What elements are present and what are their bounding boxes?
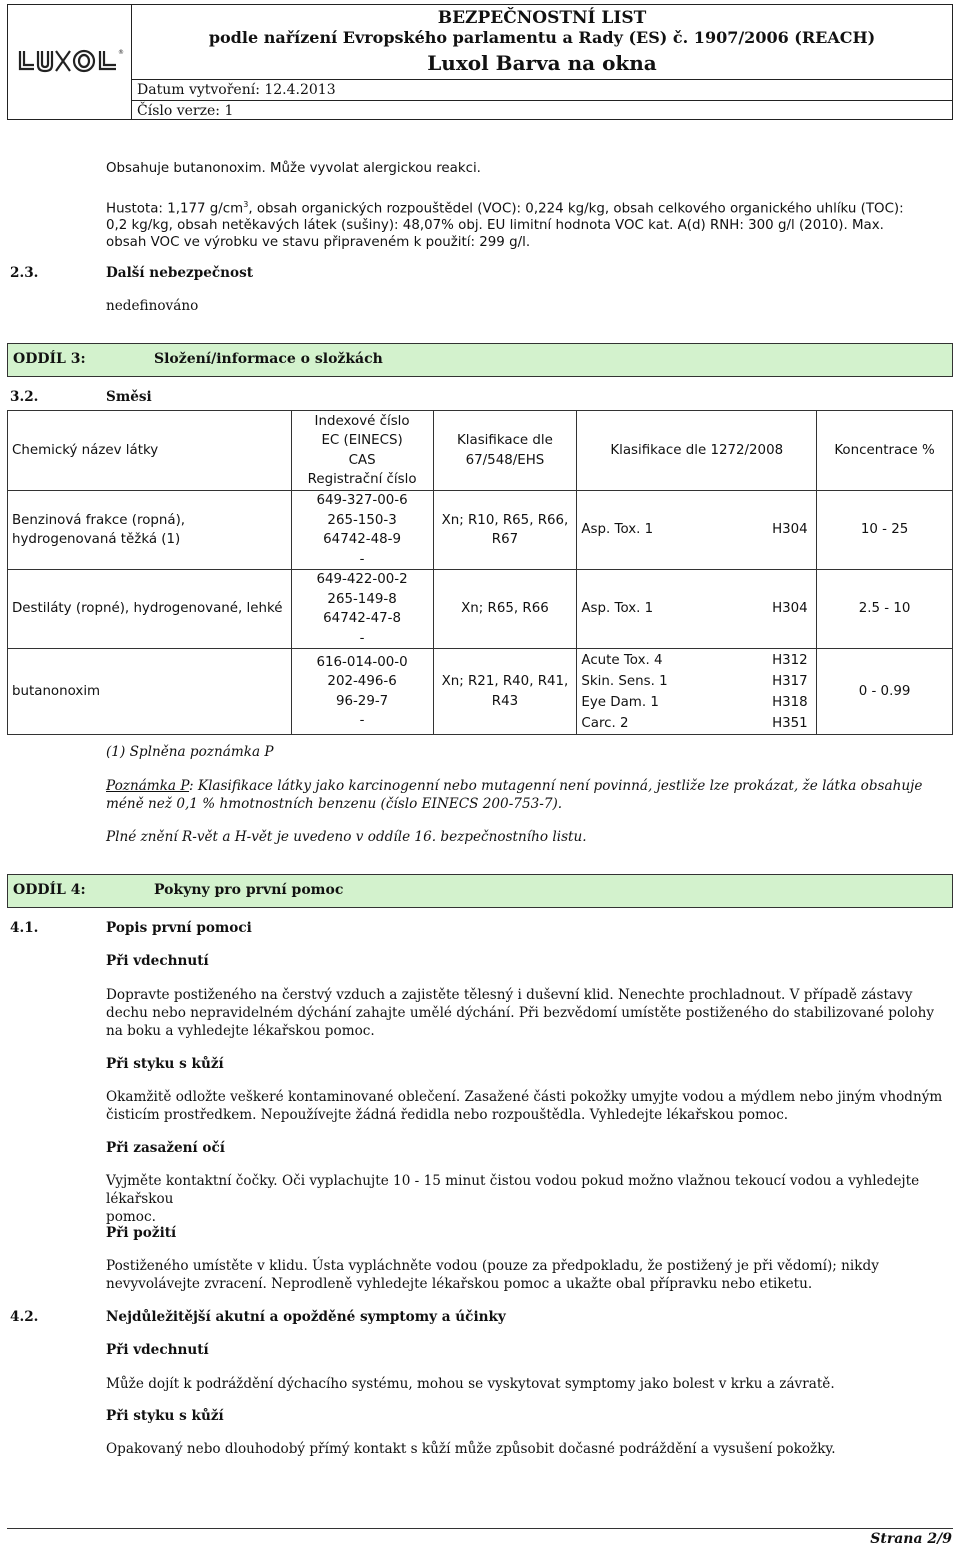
symptoms-inhalation-heading: Při vdechnutí (106, 1342, 209, 1358)
header-id-line: Indexové číslo (314, 413, 410, 429)
header-dsd-line: Klasifikace dle (457, 433, 553, 448)
registration-number: - (359, 551, 365, 567)
section-title: Pokyny pro první pomoc (154, 882, 344, 898)
other-hazards-text: nedefinováno (106, 298, 199, 314)
clp-classification (577, 649, 817, 735)
document-title: BEZPEČNOSTNÍ LIST (437, 8, 647, 28)
subsection-number-3-2: 3.2. (10, 389, 39, 405)
substance-name-line: butanonoxim (12, 683, 101, 699)
identifiers (291, 491, 433, 570)
product-name: Luxol Barva na okna (427, 51, 657, 75)
hazard-statement: H317 (772, 673, 808, 689)
header-identifiers (291, 411, 433, 491)
density-text-a: Hustota: 1,177 g/cm (106, 201, 244, 217)
text-line: nevyvolávejte zvracení. Neprodleně vyhledejte lékařskou pomoc a ukažte obal přípravku nebo etiketu. (106, 1276, 813, 1292)
ec-number: 202-496-6 (327, 674, 397, 689)
svg-text:®: ® (118, 49, 124, 56)
ingestion-heading: Při požití (106, 1225, 177, 1241)
section-title: Složení/informace o složkách (154, 351, 383, 367)
hazard-class: Carc. 2 (581, 715, 629, 731)
symptoms-skin-heading: Při styku s kůží (106, 1408, 224, 1424)
substance-name-line: hydrogenovaná těžká (1) (12, 532, 181, 547)
header-dsd-classification (433, 411, 577, 491)
text-line: čisticím prostředkem. Nepoužívejte žádná ředidla nebo rozpouštědla. Vyhledejte lékařskou pomoc. (106, 1107, 789, 1123)
hazard-class: Skin. Sens. 1 (581, 673, 668, 689)
allergen-note: Obsahuje butanonoxim. Může vyvolat alergickou reakci. (106, 161, 481, 176)
full-text-reference: Plné znění R-vět a H-vět je uvedeno v oddíle 16. bezpečnostního listu. (106, 829, 587, 845)
hazard-class: Acute Tox. 4 (581, 652, 663, 668)
index-number: 649-327-00-6 (316, 493, 408, 508)
header-concentration: Koncentrace % (817, 411, 953, 491)
registration-number: - (359, 630, 365, 646)
dsd-line: R43 (491, 693, 519, 709)
inhalation-text (106, 986, 946, 1040)
symptoms-inhalation-text: Může dojít k podráždění dýchacího systému, mohou se vyskytovat symptomy jako bolest v krku a závratě. (106, 1376, 835, 1392)
creation-date: Datum vytvoření: 12.4.2013 (137, 82, 336, 98)
substance-name-line: Destiláty (ropné), hydrogenované, lehké (12, 601, 283, 617)
cas-number: 64742-48-9 (323, 532, 401, 547)
subsection-title-4-1: Popis první pomoci (106, 920, 252, 936)
header-id-line: EC (EINECS) (321, 433, 403, 448)
density-sup: 3 (243, 200, 249, 209)
substance-name (8, 649, 292, 735)
note-p-text-2: méně než 0,1 % hmotnostních benzenu (číslo EINECS 200-753-7). (106, 796, 563, 812)
density-text-b: , obsah organických rozpouštědel (VOC): 0,224 kg/kg, obsah celkového organického uhlíku (TOC): (248, 201, 904, 217)
table-row (8, 491, 953, 570)
skin-contact-heading: Při styku s kůží (106, 1056, 224, 1072)
text-line: Dopravte postiženého na čerstvý vzduch a zajistěte tělesný i duševní klid. Nenechte prochladnout. V případě zástavy (106, 987, 913, 1003)
dsd-classification (433, 570, 577, 649)
header-id-line: CAS (348, 452, 376, 468)
header-id-line: Registrační číslo (307, 472, 417, 487)
hazard-statement: H304 (772, 522, 808, 538)
cas-number: 64742-47-8 (323, 611, 401, 626)
table-row (8, 570, 953, 649)
ingestion-text (106, 1257, 946, 1293)
regulation-reference: podle nařízení Evropského parlamentu a Rady (ES) č. 1907/2006 (REACH) (208, 28, 876, 47)
subsection-number-4-2: 4.2. (10, 1309, 39, 1325)
note-p (106, 777, 946, 813)
hazard-statement: H318 (772, 694, 808, 710)
text-line: Okamžitě odložte veškeré kontaminované oblečení. Zasažené části pokožky umyjte vodou a mýdlem nebo jiným vhodným (106, 1089, 943, 1105)
identifiers (291, 649, 433, 735)
index-number: 616-014-00-0 (316, 654, 408, 670)
table-footnote: (1) Splněna poznámka P (106, 744, 274, 760)
eye-contact-heading: Při zasažení očí (106, 1140, 225, 1156)
version-number: Číslo verze: 1 (137, 103, 234, 119)
document-header (7, 4, 953, 120)
density-line-2: 0,2 kg/kg, obsah netěkavých látek (sušiny): 48,07% obj. EU limitní hodnota VOC kat. A(d) RNH: 300 g/l (2010). Max. (106, 218, 884, 234)
skin-contact-text (106, 1088, 946, 1124)
header-dsd-line: 67/548/EHS (465, 452, 545, 468)
section-3-bar (7, 343, 953, 377)
note-p-text: : Klasifikace látky jako karcinogenní nebo mutagenní není povinná, jestliže lze prokázat, že látka obsahuje (189, 778, 923, 794)
concentration: 10 - 25 (817, 491, 953, 570)
text-line: Postiženého umístěte v klidu. Ústa vypláchněte vodou (pouze za předpokladu, že postižený je při vědomí); nikdy (106, 1258, 879, 1274)
concentration: 0 - 0.99 (817, 649, 953, 735)
dsd-classification (433, 491, 577, 570)
eye-contact-text (106, 1172, 946, 1226)
section-number: ODDÍL 3: (13, 351, 86, 367)
ec-number: 265-150-3 (327, 512, 397, 528)
section-number: ODDÍL 4: (13, 882, 86, 898)
identifiers (291, 570, 433, 649)
dsd-line: Xn; R65, R66 (461, 601, 549, 617)
hazard-class: Asp. Tox. 1 (581, 601, 654, 617)
hazard-statement: H304 (772, 601, 808, 617)
table-row (8, 649, 953, 735)
text-line: dechu nebo nepravidelném dýchání zahajte umělé dýchání. Při bezvědomí umístěte postiženého do stabilizované polohy (106, 1005, 935, 1021)
subsection-title-2-3: Další nebezpečnost (106, 265, 254, 281)
page-number: Strana 2/9 (870, 1531, 952, 1547)
dsd-line: R67 (491, 532, 519, 547)
cas-number: 96-29-7 (335, 693, 389, 709)
inhalation-heading: Při vdechnutí (106, 953, 209, 969)
date-cell (132, 80, 952, 100)
registration-number: - (359, 713, 365, 728)
footer-divider (7, 1528, 953, 1529)
luxol-logo (16, 45, 128, 79)
text-line: na boku a vyhledejte lékařskou pomoc. (106, 1023, 375, 1039)
hazard-statement: H312 (772, 652, 808, 668)
header-chemical-name: Chemický název látky (8, 411, 292, 491)
subsection-number-2-3: 2.3. (10, 265, 39, 281)
version-cell (132, 101, 952, 121)
composition-table (7, 410, 953, 735)
substance-name (8, 491, 292, 570)
index-number: 649-422-00-2 (316, 572, 408, 587)
text-line: Vyjměte kontaktní čočky. Oči vyplachujte 10 - 15 minut čistou vodou pokud možno vlažnou tekoucí vodou a vyhledejte lékařskou (106, 1173, 920, 1207)
clp-classification (577, 491, 817, 570)
dsd-line: Xn; R10, R65, R66, (441, 512, 569, 528)
subsection-title-3-2: Směsi (106, 389, 152, 405)
table-header-row (8, 411, 953, 491)
text-line: pomoc. (106, 1209, 156, 1225)
dsd-classification (433, 649, 577, 735)
substance-name-line: Benzinová frakce (ropná), (12, 512, 186, 528)
hazard-statement: H351 (772, 715, 808, 731)
section-4-bar (7, 874, 953, 908)
subsection-title-4-2: Nejdůležitější akutní a opožděné symptomy a účinky (106, 1309, 506, 1325)
note-p-label: Poznámka P (106, 778, 190, 794)
voc-info (106, 196, 946, 251)
subsection-number-4-1: 4.1. (10, 920, 39, 936)
hazard-class: Eye Dam. 1 (581, 694, 659, 710)
density-line-3: obsah VOC ve výrobku ve stavu připraveném k použití: 299 g/l. (106, 235, 531, 251)
hazard-class: Asp. Tox. 1 (581, 522, 654, 538)
clp-classification (577, 570, 817, 649)
substance-name (8, 570, 292, 649)
symptoms-skin-text: Opakovaný nebo dlouhodobý přímý kontakt s kůží může způsobit dočasné podráždění a vysušení pokožky. (106, 1441, 836, 1457)
concentration: 2.5 - 10 (817, 570, 953, 649)
dsd-line: Xn; R21, R40, R41, (441, 674, 569, 689)
header-clp-classification: Klasifikace dle 1272/2008 (577, 411, 817, 491)
ec-number: 265-149-8 (327, 591, 397, 607)
